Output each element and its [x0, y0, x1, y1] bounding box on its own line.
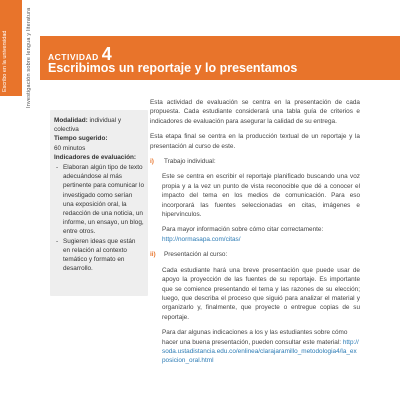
- info-box: [50, 110, 148, 296]
- section-1-title: [150, 157, 360, 166]
- modalidad-label: Modalidad:: [54, 117, 88, 124]
- section-1-number: i): [150, 158, 154, 166]
- section-2-link-text: Para dar algunas indicaciones a los y las estudiantes sobre cómo hacer una buena presentación, pueden consultar este material:: [162, 329, 348, 346]
- indicadores-label: Indicadores de evaluación:: [54, 153, 137, 161]
- section-1-link-text: Para mayor información sobre cómo citar correctamente:: [162, 226, 324, 234]
- main-content: [150, 98, 360, 372]
- section-1-link-paragraph: [150, 225, 360, 244]
- exposicion-link[interactable]: http://soda.ustadistancia.edu.co/enlinea/clarajaramillo_metodologia4/la_exposicion_oral.html: [162, 338, 359, 365]
- section-1-paragraph: Este se centra en escribir el reportaje planificado buscando una voz propia y a la vez un punto de vista reconocible que dé a conocer el impacto del tema en los medios de comunicación. Para eso incorporará las fuentes seleccionadas en citas, imágenes e hipervínculos.: [162, 173, 360, 219]
- intro-paragraph-2: Esta etapa final se centra en la producción textual de un reportaje y la presentación al curso de este.: [150, 133, 360, 150]
- section-2-paragraph: Cada estudiante hará una breve presentación que puede usar de apoyo la proyección de las fuentes de su reportaje. Es importante que se comience presentando el tema y las razones de su elección; luego, que describa el proceso que siguió para analizar el material y organizarlo y, finalmente, que proyecte o entregue copias de su reportaje.: [162, 266, 360, 321]
- side-tab: [0, 0, 22, 96]
- side-tab-text: Escribo en la universidad: [2, 30, 8, 92]
- indicadores-list: [54, 163, 144, 273]
- section-2-title: [150, 250, 360, 259]
- activity-number: 4: [101, 44, 112, 64]
- activity-word: ACTIVIDAD: [48, 52, 99, 62]
- section-2-label: Presentación al curso:: [164, 251, 228, 259]
- modalidad: [54, 116, 144, 134]
- activity-header: [40, 36, 400, 80]
- tiempo-value: 60 minutos: [54, 144, 86, 152]
- indicador-item: - Sugieren ideas que están en relación al contexto temático y formato en desarrollo.: [54, 237, 144, 274]
- tiempo-label: Tiempo sugerido:: [54, 135, 108, 143]
- section-2-link-paragraph: [150, 328, 360, 366]
- section-2-number: ii): [150, 251, 156, 259]
- intro-paragraph: Esta actividad de evaluación se centra en la presentación de cada propuesta. Cada estudiante considerará una tabla guía de criterios e indicadores de evaluación para asegurar la calidad de su entrega.: [150, 99, 360, 125]
- indicador-item: - Elaboran algún tipo de texto adecuándose al más pertinente para comunicar lo investigado como serían una exposición oral, la redacción de una noticia, un informe, un ensayo, un blog, entre otros.: [54, 163, 144, 237]
- citas-link[interactable]: http://normasapa.com/citas/: [162, 235, 241, 243]
- activity-title: Escribimos un reportaje y lo presentamos: [48, 61, 298, 75]
- tiempo: [54, 134, 144, 152]
- section-1-label: Trabajo individual:: [164, 158, 216, 166]
- modalidad-value: individual y colectiva: [54, 117, 122, 134]
- unit-label: Investigación sobre lengua y literatura: [26, 8, 32, 109]
